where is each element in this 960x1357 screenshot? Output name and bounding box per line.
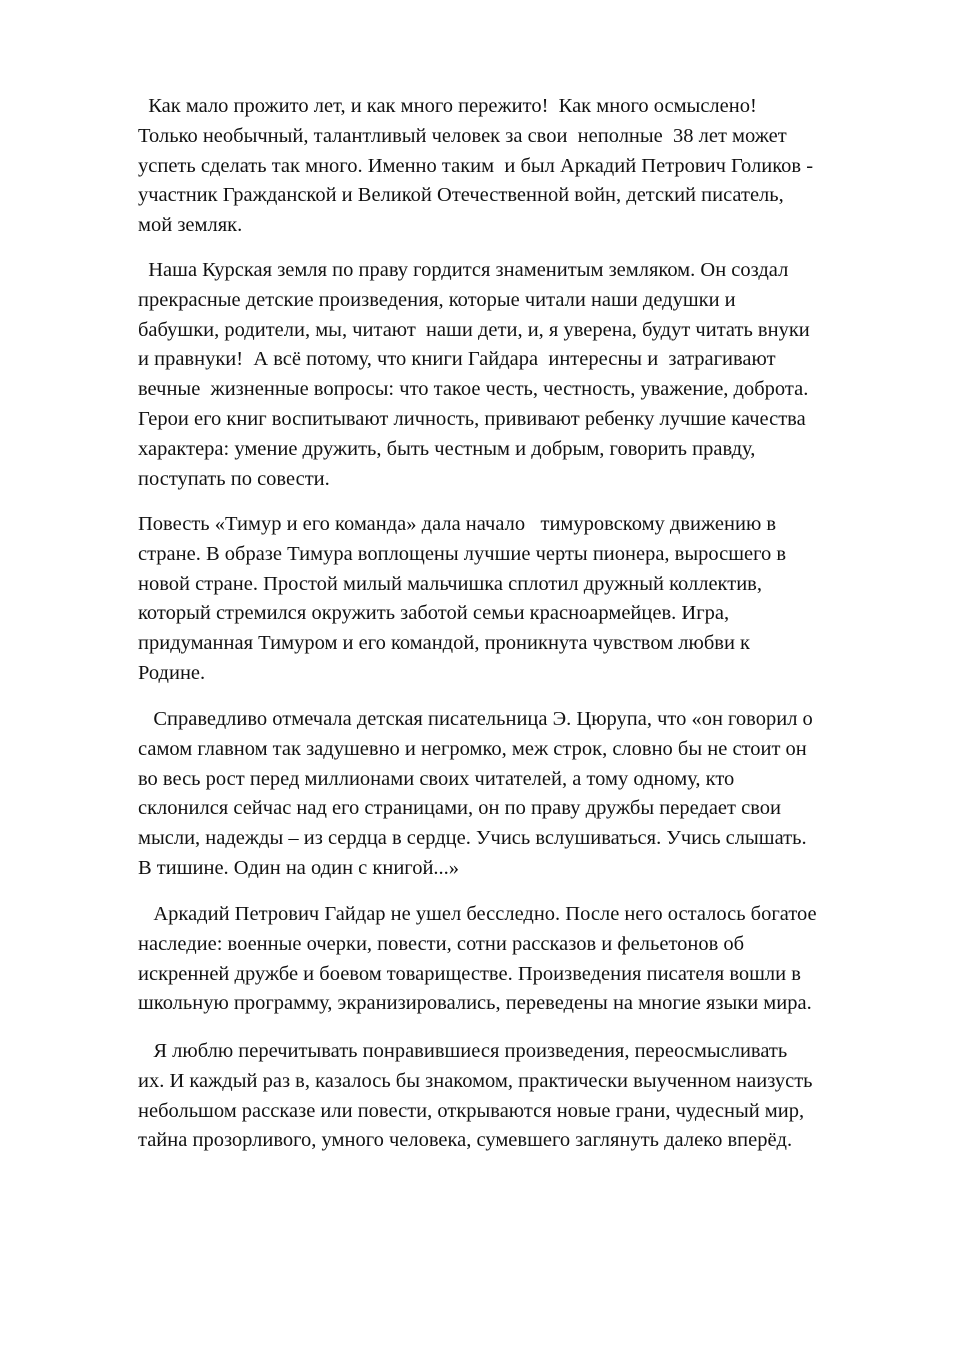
text-line: Повесть «Тимур и его команда» дала начало тимуровскому движению в: [138, 513, 777, 535]
text-line: бабушки, родители, мы, читают наши дети, и, я уверена, будут читать внуки: [138, 318, 810, 341]
text-line: прекрасные детские произведения, которые читали наши дедушки и: [138, 288, 736, 311]
text-line: самом главном так задушевно и негромко, меж строк, словно бы не стоит он: [138, 737, 807, 760]
paragraph-1: [138, 92, 928, 241]
text-line: характера: умение дружить, быть честным и добрым, говорить правду,: [138, 437, 756, 460]
text-line: В тишине. Один на один с книгой...»: [138, 856, 460, 879]
paragraph-3: [138, 510, 928, 689]
text-line: искренней дружбе и боевом товариществе. Произведения писателя вошли в: [138, 962, 801, 985]
paragraph-2: [138, 256, 928, 494]
paragraph-6: [138, 1037, 928, 1156]
text-line: Я люблю перечитывать понравившиеся произведения, переосмысливать: [138, 1040, 788, 1062]
paragraph-4: [138, 705, 928, 884]
text-line: склонился сейчас над его страницами, он по праву дружбы передает свои: [138, 797, 781, 820]
text-line: мысли, надежды – из сердца в сердце. Учись вслушиваться. Учись слышать.: [138, 827, 807, 850]
text-line: Аркадий Петрович Гайдар не ушел бесследно. После него осталось богатое: [138, 903, 817, 925]
text-line: их. И каждый раз в, казалось бы знакомом, практически выученном наизусть: [138, 1069, 813, 1092]
text-line: небольшом рассказе или повести, открываются новые грани, чудесный мир,: [138, 1099, 805, 1122]
text-line: который стремился окружить заботой семьи красноармейцев. Игра,: [138, 602, 730, 625]
text-line: придуманная Тимуром и его командой, проникнута чувством любви к: [138, 632, 750, 655]
text-line: Как мало прожито лет, и как много пережито! Как много осмыслено!: [138, 95, 757, 117]
text-line: стране. В образе Тимура воплощены лучшие черты пионера, выросшего в: [138, 542, 787, 565]
text-line: успеть сделать так много. Именно таким и был Аркадий Петрович Голиков -: [138, 154, 814, 177]
text-line: поступать по совести.: [138, 467, 330, 490]
paragraph-5: [138, 900, 928, 1019]
text-line: Справедливо отмечала детская писательница Э. Цюрупа, что «он говорил о: [138, 708, 813, 730]
text-line: мой земляк.: [138, 214, 243, 237]
text-line: во весь рост перед миллионами своих читателей, а тому одному, кто: [138, 767, 735, 790]
text-line: Только необычный, талантливый человек за свои неполные 38 лет может: [138, 124, 787, 147]
text-line: вечные жизненные вопросы: что такое честь, честность, уважение, доброта.: [138, 378, 809, 401]
text-line: Наша Курская земля по праву гордится знаменитым земляком. Он создал: [138, 259, 789, 281]
text-line: Герои его книг воспитывают личность, прививают ребенку лучшие качества: [138, 407, 806, 430]
text-line: участник Гражданской и Великой Отечественной войн, детский писатель,: [138, 184, 784, 207]
text-line: и правнуки! А всё потому, что книги Гайдара интересны и затрагивают: [138, 348, 776, 371]
text-line: наследие: военные очерки, повести, сотни рассказов и фельетонов об: [138, 932, 745, 955]
text-line: тайна прозорливого, умного человека, сумевшего заглянуть далеко вперёд.: [138, 1129, 793, 1152]
text-line: новой стране. Простой милый мальчишка сплотил дружный коллектив,: [138, 572, 762, 595]
text-line: Родине.: [138, 661, 206, 684]
text-line: школьную программу, экранизировались, переведены на многие языки мира.: [138, 992, 812, 1015]
